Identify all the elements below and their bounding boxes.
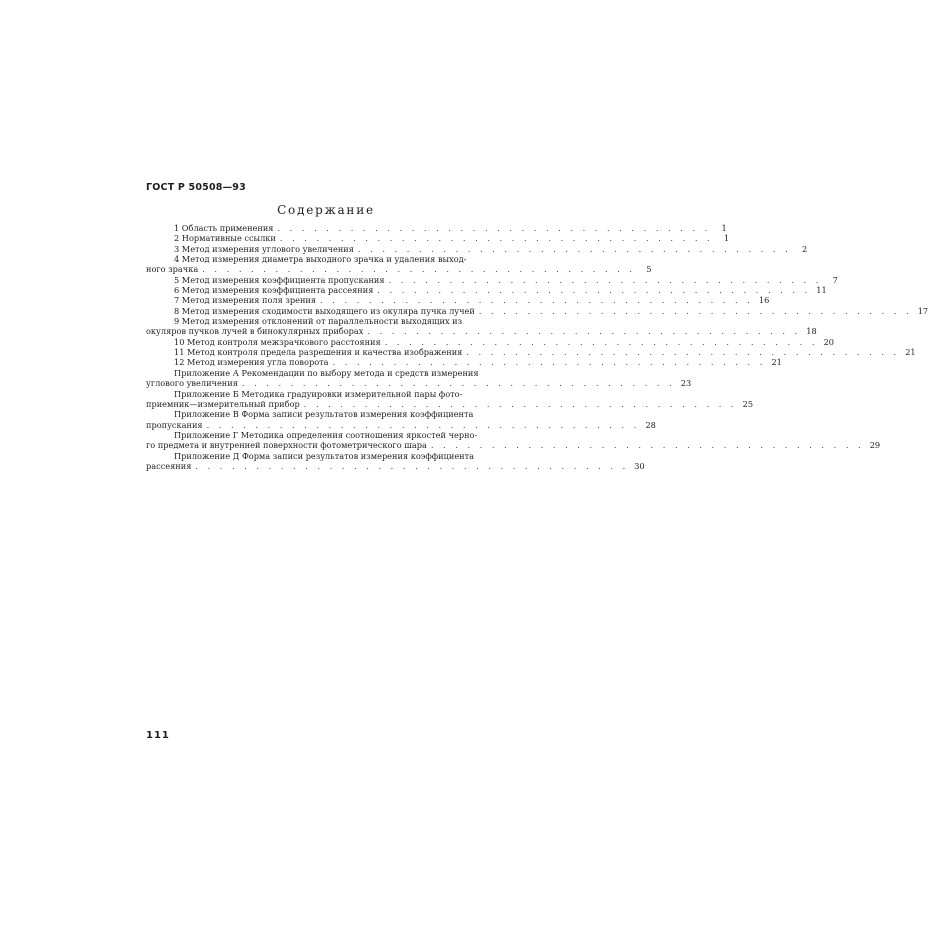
toc-entry-line (146, 347, 916, 358)
standard-code: ГОСТ Р 50508—93 (146, 182, 246, 193)
toc-page-number: 1 (723, 233, 730, 244)
toc-dot-leader: . . . . . . . . . . . . . . . . . . . . . . . . . . . . . . . . . . . . (320, 295, 754, 306)
toc-entry-text: углового увеличения (146, 378, 238, 389)
toc-entry-line (146, 389, 506, 399)
toc-page-number: 1 (721, 223, 727, 233)
toc-entry-line (146, 460, 645, 471)
toc-entry-text: 9 Метод измерения отклонений от параллельности выходящих из (174, 316, 463, 327)
toc-entry-text: 7 Метод измерения поля зрения (174, 295, 317, 306)
toc-entry (146, 450, 645, 472)
toc-entry-line (146, 295, 770, 306)
toc-entry-line (146, 316, 506, 326)
toc-dot-leader: . . . . . . . . . . . . . . . . . . . . . . . . . . . . . . . . . . . . (377, 285, 811, 296)
toc-page-number: 28 (645, 419, 656, 430)
toc-entry-text: Приложение А Рекомендации по выбору метода и средств измерения (174, 367, 479, 378)
toc-entry (146, 429, 881, 451)
toc-dot-leader: . . . . . . . . . . . . . . . . . . . . . . . . . . . . . . . . . . . . (241, 378, 676, 389)
toc-entry-text: рассеяния (146, 460, 192, 471)
toc-entry (146, 285, 827, 296)
toc-entry (146, 388, 754, 410)
toc-entry-line (146, 285, 827, 296)
toc-entry-text: 10 Метод контроля межзрачкового расстояния (174, 336, 381, 347)
toc-dot-leader: . . . . . . . . . . . . . . . . . . . . . . . . . . . . . . . . . . . . (303, 398, 738, 409)
toc-entry-line (146, 264, 652, 275)
toc-page-number: 29 (869, 440, 881, 451)
toc-entry-text: го предмета и внутренней поверхности фотометрического шара (146, 440, 427, 451)
toc-dot-leader: . . . . . . . . . . . . . . . . . . . . . . . . . . . . . . . . . . . . (466, 347, 900, 358)
toc-entry-text: ного зрачка (146, 264, 199, 275)
toc-entry-line (146, 326, 817, 337)
toc-entry (146, 223, 727, 233)
toc-page-number: 2 (802, 243, 808, 254)
toc-entry-line (146, 440, 881, 451)
toc-dot-leader: . . . . . . . . . . . . . . . . . . . . . . . . . . . . . . . . . . . . (384, 336, 818, 347)
toc-dot-leader: . . . . . . . . . . . . . . . . . . . . . . . . . . . . . . . . . . . . (367, 326, 801, 337)
toc-page-number: 25 (742, 398, 754, 409)
toc-entry-text: Приложение Г Методика определения соотношения яркостей черно- (174, 429, 478, 440)
toc-entry-line (146, 398, 754, 409)
toc-page-number: 11 (816, 285, 827, 296)
toc-dot-leader: . . . . . . . . . . . . . . . . . . . . . . . . . . . . . . . . . . . . (206, 419, 640, 430)
toc-entry-text: 2 Нормативные ссылки (174, 233, 276, 244)
page-number: 111 (146, 730, 170, 741)
toc-page-number: 20 (823, 336, 834, 347)
toc-entry-line (146, 274, 838, 285)
toc-entry-text: приемник—измерительный прибор (146, 398, 300, 409)
toc-dot-leader: . . . . . . . . . . . . . . . . . . . . . . . . . . . . . . . . . . . . (202, 264, 636, 275)
toc-entry (146, 357, 782, 368)
toc-entry (146, 243, 808, 254)
toc-page-number: 21 (771, 357, 782, 368)
toc-entry (146, 305, 928, 316)
toc-entry-line (146, 419, 656, 430)
toc-entry (146, 367, 692, 389)
toc-entry-line (146, 336, 834, 347)
toc-entry-text: 5 Метод измерения коэффициента пропускания (174, 274, 385, 285)
toc-entry (146, 233, 730, 244)
toc-entry-text: пропускания (146, 419, 203, 430)
toc-entry-line (146, 357, 782, 368)
toc-entry-text: 4 Метод измерения диаметра выходного зрачка и удаления выход- (174, 254, 467, 265)
toc-dot-leader: . . . . . . . . . . . . . . . . . . . . . . . . . . . . . . . . . . . . (195, 460, 629, 471)
toc-entry-text: Приложение В Форма записи результатов измерения коэффициента (174, 409, 474, 420)
toc-dot-leader: . . . . . . . . . . . . . . . . . . . . . . . . . . . . . . . . . . . . (430, 440, 865, 451)
toc-entry-line (146, 243, 808, 254)
toc-entry-line (146, 305, 928, 316)
toc-entry-line (146, 223, 727, 233)
toc-entry (146, 295, 770, 306)
toc-page-number: 16 (758, 295, 770, 306)
toc-entry-text: 3 Метод измерения углового увеличения (174, 243, 354, 254)
toc-entry-text: 8 Метод измерения сходимости выходящего из окуляра пучка лучей (174, 305, 475, 316)
toc-page-number: 21 (905, 347, 916, 358)
toc-dot-leader: . . . . . . . . . . . . . . . . . . . . . . . . . . . . . . . . . . . . (388, 274, 822, 285)
toc-page-number: 23 (680, 378, 692, 389)
toc-entry-line (146, 378, 692, 389)
toc-entry-text: 12 Метод измерения угла поворота (174, 357, 329, 368)
toc-entry (146, 336, 834, 347)
toc-title: Содержание (277, 203, 375, 217)
toc-entry (146, 274, 838, 285)
toc-dot-leader: . . . . . . . . . . . . . . . . . . . . . . . . . . . . . . . . . . . . (279, 233, 714, 244)
toc-entry-line (146, 409, 506, 419)
toc-dot-leader: . . . . . . . . . . . . . . . . . . . . . . . . . . . . . . . . . . . . (357, 243, 792, 254)
toc-dot-leader: . . . . . . . . . . . . . . . . . . . . . . . . . . . . . . . . . . . . (332, 357, 766, 368)
toc-entry (146, 254, 652, 275)
toc-page-number: 17 (917, 305, 928, 316)
toc-entry-text: 1 Область применения (174, 223, 274, 233)
toc-entry-line (146, 233, 730, 244)
table-of-contents (146, 223, 928, 471)
toc-entry-line (146, 430, 506, 440)
toc-entry-text: окуляров пучков лучей в бинокулярных приборах (146, 326, 364, 337)
toc-entry-text: 6 Метод измерения коэффициента рассеяния (174, 285, 374, 296)
toc-page-number: 30 (634, 460, 645, 471)
toc-entry-text: 11 Метод контроля предела разрешения и качества изображения (174, 347, 463, 358)
toc-entry-text: Приложение Д Форма записи результатов измерения коэффициента (174, 450, 475, 461)
toc-entry-line (146, 254, 506, 264)
toc-entry (146, 316, 817, 337)
toc-entry (146, 409, 656, 430)
toc-dot-leader: . . . . . . . . . . . . . . . . . . . . . . . . . . . . . . . . . . . . (277, 223, 711, 233)
toc-entry-line (146, 451, 506, 461)
toc-entry-text: Приложение Б Методика градуировки измерительной пары фото- (174, 388, 463, 399)
toc-entry-line (146, 368, 506, 378)
toc-page-number: 18 (806, 326, 817, 337)
toc-page-number: 5 (646, 264, 652, 275)
toc-entry (146, 347, 916, 358)
toc-page-number: 7 (832, 274, 838, 285)
toc-dot-leader: . . . . . . . . . . . . . . . . . . . . . . . . . . . . . . . . . . . . (478, 305, 913, 316)
